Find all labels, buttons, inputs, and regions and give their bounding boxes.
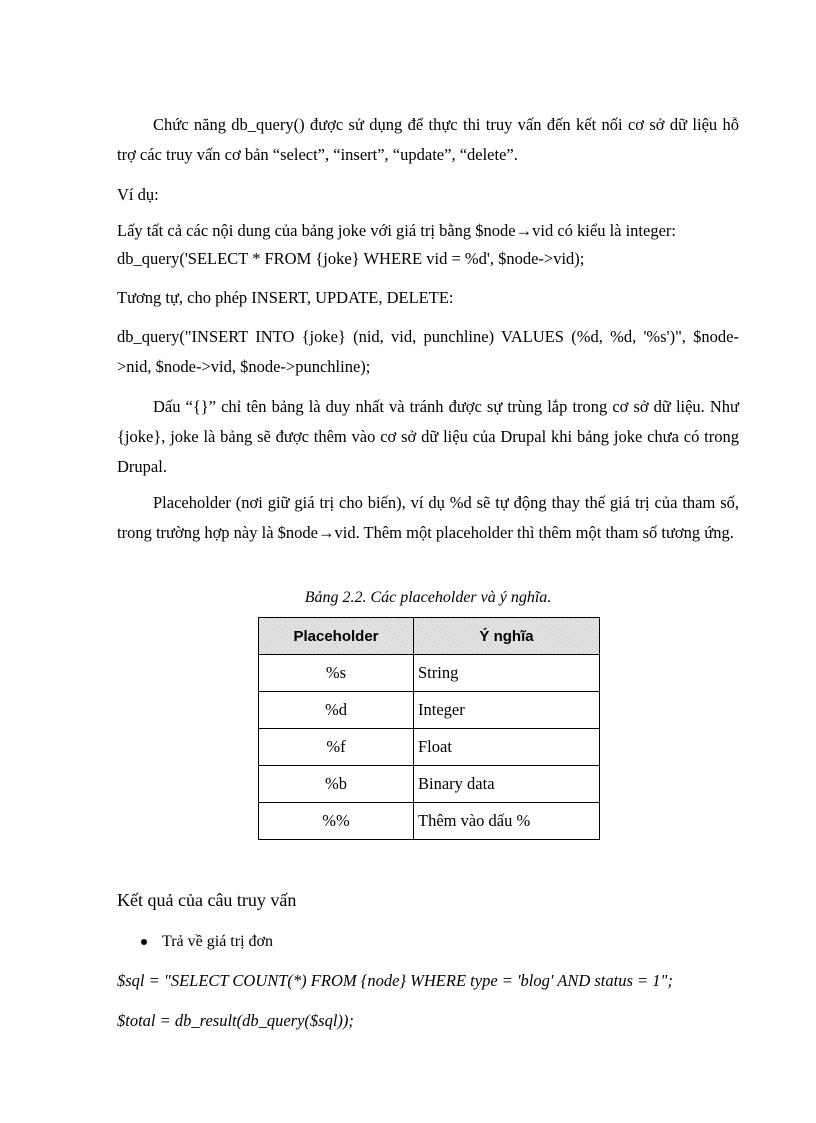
paragraph-insert-description: Tương tự, cho phép INSERT, UPDATE, DELETE: [117,288,454,307]
table-row [259,729,600,766]
table-caption: Bảng 2.2. Các placeholder và ý nghĩa. [304,589,552,606]
bullet-item [141,927,273,957]
table-cell-meaning: Float [414,729,600,766]
table-cell-placeholder: %b [259,766,414,803]
code-select-query: db_query('SELECT * FROM {joke} WHERE vid = %d', $node->vid); [117,249,585,268]
table-cell-placeholder: %f [259,729,414,766]
table-row [259,766,600,803]
code-total-assignment: $total = db_result(db_query($sql)); [117,1011,354,1030]
table-header-meaning: Ý nghĩa [414,618,600,655]
table-cell-meaning: Integer [414,692,600,729]
placeholder-table [258,617,600,840]
table-cell-placeholder: %d [259,692,414,729]
paragraph-db-query-intro: Chức năng db_query() được sử dụng để thực thi truy vấn đến kết nối cơ sở dữ liệu hỗ trợ các truy vấn cơ bản “select”, “insert”, “update”, “delete”. [117,115,739,164]
bullet-text: Trả về giá trị đơn [162,933,273,950]
table-cell-placeholder: %% [259,803,414,840]
paragraph-placeholder-explanation: Placeholder (nơi giữ giá trị cho biến), ví dụ %d sẽ tự động thay thế giá trị của tham số, trong trường hợp này là $node→vid. Thêm một placeholder thì thêm một tham số tương ứng. [117,493,739,542]
section-heading: Kết quả của câu truy vấn [117,890,297,910]
code-sql-assignment: $sql = "SELECT COUNT(*) FROM {node} WHERE type = 'blog' AND status = 1"; [117,971,673,990]
table-header-placeholder: Placeholder [259,618,414,655]
table-cell-meaning: String [414,655,600,692]
table-cell-placeholder: %s [259,655,414,692]
paragraph-braces-explanation: Dấu “{}” chỉ tên bảng là duy nhất và tránh được sự trùng lắp trong cơ sở dữ liệu. Như {joke}, joke là bảng sẽ được thêm vào cơ sở dữ liệu của Drupal khi bảng joke chưa có trong Drupal. [117,397,739,476]
code-insert-query: db_query("INSERT INTO {joke} (nid, vid, punchline) VALUES (%d, %d, '%s')", $node->nid, $node->vid, $node->punchline); [117,327,739,376]
table-cell-meaning: Thêm vào dấu % [414,803,600,840]
table-row [259,692,600,729]
table-row [259,655,600,692]
table-header-row [259,618,600,655]
bullet-dot-icon [141,939,147,945]
table-cell-meaning: Binary data [414,766,600,803]
paragraph-select-description: Lấy tất cả các nội dung của bảng joke với giá trị bằng $node→vid có kiểu là integer: [117,221,676,240]
paragraph-example-label: Ví dụ: [117,185,159,204]
table-row [259,803,600,840]
